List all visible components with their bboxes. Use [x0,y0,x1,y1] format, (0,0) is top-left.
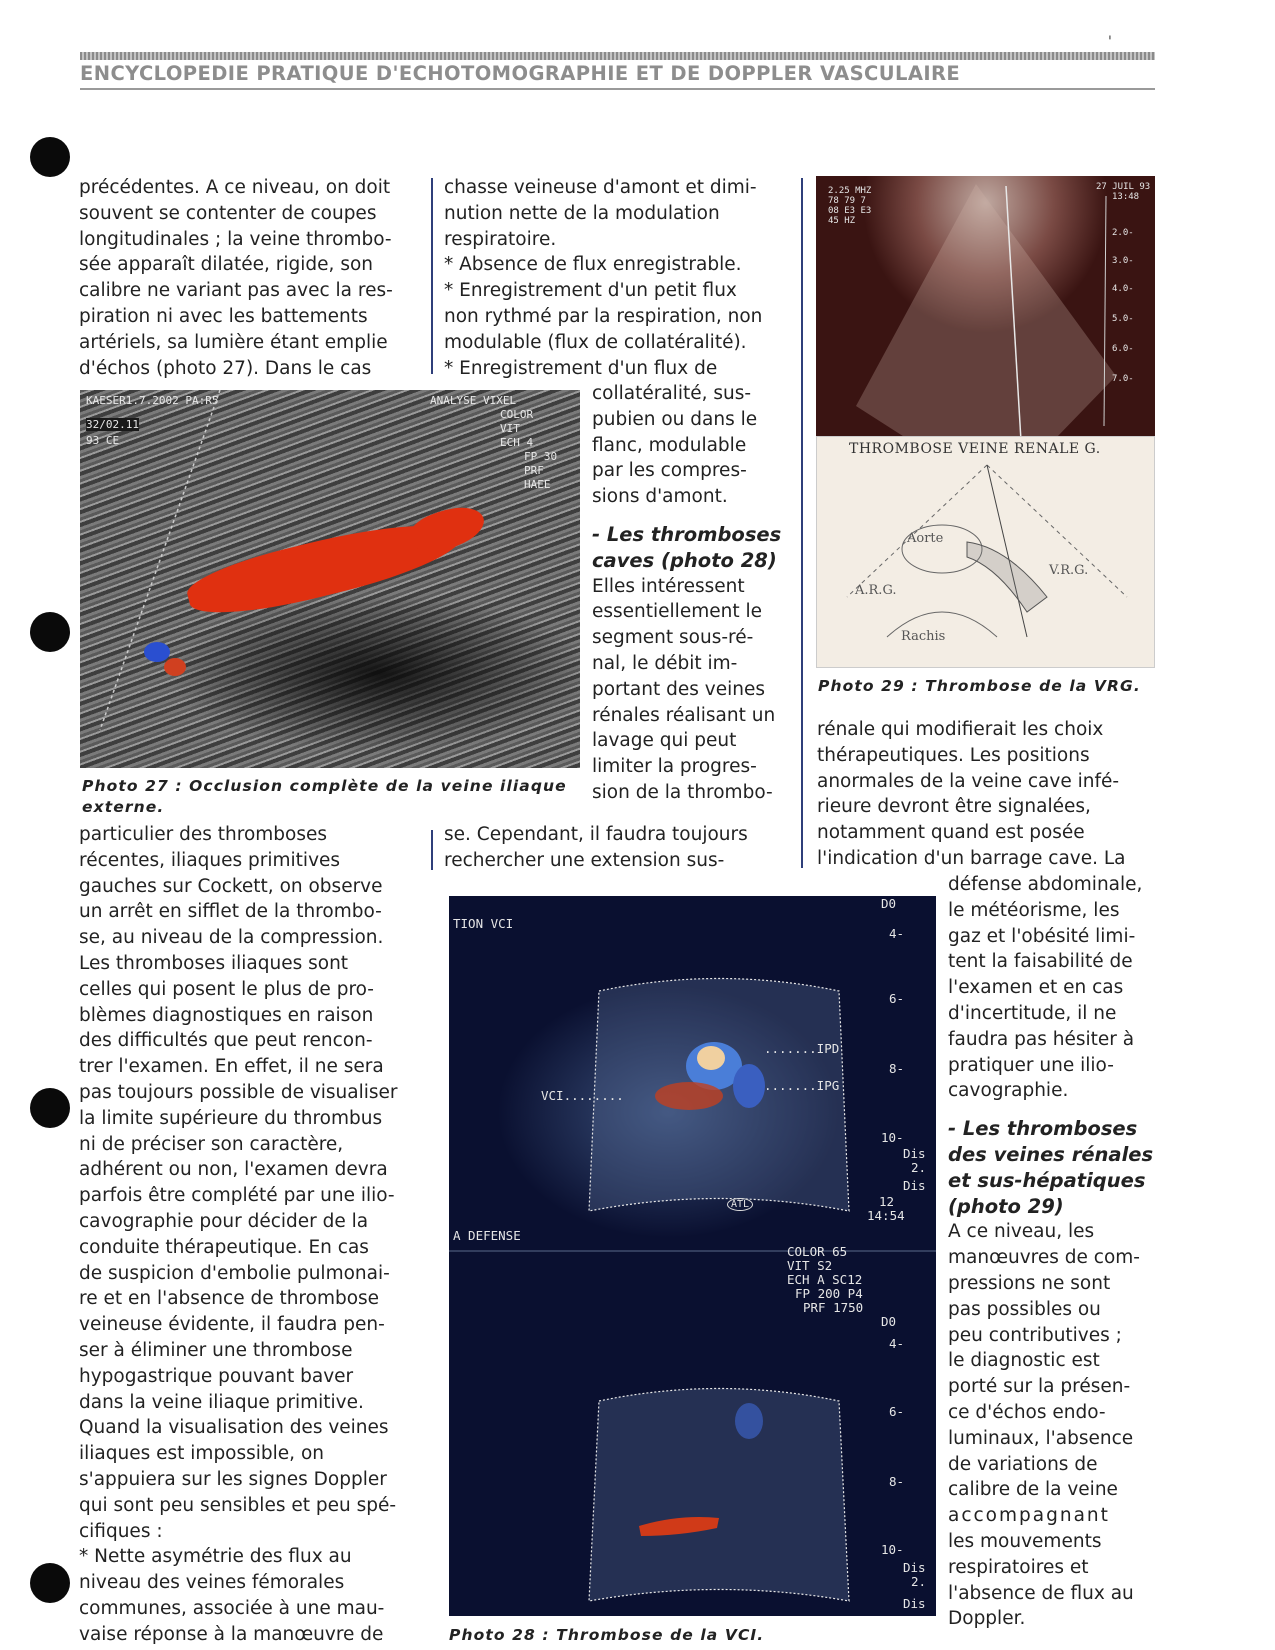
overlay-text: 10- [881,1542,904,1557]
overlay-text: 14:54 [867,1208,905,1223]
overlay-text: 45 HZ [828,216,856,226]
scan-sector-line [80,390,580,768]
overlay-text: COLOR 65 [787,1244,848,1259]
overlay-text: 2.0- [1112,228,1134,238]
scan-sector [816,176,1155,446]
photo-29-ultrasound [816,176,1155,446]
overlay-text: 93 CE [86,434,120,447]
col3-top-text: rénale qui modifierait les choix thérapeutiques. Les positions anormales de la veine cave infé- rieure devront être signalées, notamment quand est posée l'indication d'un barrage cave. La [817,719,1126,869]
overlay-text: 6- [889,1404,905,1419]
sketch-label-vrg: V.R.G. [1049,563,1089,578]
overlay-text: 08 E3 E3 [828,206,872,216]
overlay-text: 32/02.11 [86,418,139,431]
overlay-text: 8- [889,1474,905,1489]
overlay-text: 78 79 7 [828,196,866,206]
binder-hole-icon [30,612,70,652]
scan-sectors [449,896,936,1616]
sketch-drawing [817,437,1155,668]
overlay-text: 2. [911,1574,927,1589]
photo-27-caption-line2: externe. [82,798,165,816]
overlay-text: FP 30 [524,450,558,463]
photo-28-ultrasound [449,896,936,1616]
atl-logo: ATL [727,1198,753,1211]
col1-top-text: précédentes. A ce niveau, on doit souvent se contenter de coupes longitudinales ; la veine thrombo- sée apparaît dilatée, rigide, son calibre ne variant pas avec la res- piration ni avec les battements artériels, sa lumière étant emplie d'échos (photo 27). Dans le cas [79,177,393,379]
overlay-text: 4- [889,926,905,941]
overlay-text: D0 [881,1314,897,1329]
overlay-text: Dis [903,1596,926,1611]
sketch-label-aorte: Aorte [907,531,944,546]
overlay-text: Dis [903,1178,926,1193]
overlay-text: HAEE [524,478,551,491]
col3-narrow-text: défense abdominale, le météorisme, les gaz et l'obésité limi- tent la faisabilité de l'examen et en cas d'incertitude, il ne faudra pas hésiter à pratiquer une ilio- cavographie. - Les thromboses des veines rénales et sus-hépatiques (photo 29) A ce niveau, les manœuvres de com- pressions ne sont pas possibles ou peu contributives ; le diagnostic est porté sur la présen- ce d'échos endo- luminaux, l'absence de variations de calibre de la veine accompagnant les mouvements respiratoires et l'absence de flux au Doppler. [948,872,1156,1632]
photo-29-sketch [816,436,1155,668]
binder-hole-icon [30,1563,70,1603]
overlay-text: ANALYSE VIXEL [430,394,517,407]
overlay-text: ECH 4 [500,436,534,449]
overlay-text: 13:48 [1112,192,1140,202]
photo-29-caption: Photo 29 : Thrombose de la VRG. [818,677,1141,695]
overlay-text: 4- [889,1336,905,1351]
sketch-label-arg: A.R.G. [855,583,897,598]
overlay-text: VIT S2 [787,1258,833,1273]
overlay-text: PRF 1750 [803,1300,864,1315]
overlay-text: 8- [889,1061,905,1076]
overlay-text: 7.0- [1112,374,1134,384]
column-rule [431,830,433,870]
binder-hole-icon [30,137,70,177]
section-heading-caves: - Les thromboses [592,522,782,546]
overlay-text: TION VCI [453,916,514,931]
sketch-title: THROMBOSE VEINE RENALE G. [849,441,1101,457]
overlay-text: Dis [903,1146,926,1161]
header-texture-bar [80,52,1155,60]
col2-bottom-text: se. Cependant, il faudra toujours rechercher une extension sus- [444,824,748,871]
overlay-text: 10- [881,1130,904,1145]
photo-27-caption: Photo 27 : Occlusion complète de la veine iliaque [82,777,567,795]
overlay-text: 2. [911,1160,927,1175]
overlay-text: 6- [889,991,905,1006]
overlay-text: COLOR [500,408,534,421]
overlay-label-ipd: .......IPD [764,1041,840,1056]
col2-narrow-text: collatéralité, sus- pubien ou dans le flanc, modulable par les compres- sions d'amont. - Les thromboses caves (photo 28) Elles intéressent essentiellement le segment sous-ré- nal, le débit im- portant des veines rénales réalisant un lavage qui peut limiter la progres- sion de la thrombo- [592,381,784,806]
column-rule [801,178,803,868]
overlay-text: PRF [524,464,544,477]
overlay-text: KAESER1.7.2002 PA:R5 [86,394,219,407]
overlay-text: 27 JUIL 93 [1096,182,1151,192]
col1-bottom-text: particulier des thromboses récentes, iliaques primitives gauches sur Cockett, on observe un arrêt en sifflet de la thrombo- se, au niveau de la compression. Les thromboses iliaques sont celles qui posent le plus de pro- blèmes diagnostiques en raison des difficultés que peut rencon- trer l'examen. En effet, il ne sera pas toujours possible de visualiser la limite supérieure du thrombus ni de préciser son caractère, adhérent ou non, l'examen devra parfois être complété par une ilio- cavographie pour décider de la conduite thérapeutique. En cas de suspicion d'embolie pulmonai- re et en l'absence de thrombose veineuse évidente, il faudra pen- ser à éliminer une thrombose hypogastrique pouvant baver dans la veine iliaque primitive. Quand la visualisation des veines iliaques est impossible, on s'appuiera sur les signes Doppler qui sont peu sensibles et peu spé- cifiques : * Nette asymétrie des flux au niveau des veines fémorales communes, associée à une mau- vaise réponse à la manœuvre de [79,824,398,1645]
overlay-text: A DEFENSE [453,1228,521,1243]
overlay-text: D0 [881,896,897,911]
col2-top-text: chasse veineuse d'amont et dimi- nution nette de la modulation respiratoire. * Absence de flux enregistrable. * Enregistrement d'un petit flux non rythmé par la respiration, non modulable (flux de collatéralité). * Enregistrement d'un flux de [444,177,763,379]
binder-hole-icon [30,1088,70,1128]
section-heading-renales: - Les thromboses [948,1117,1138,1141]
column-rule [431,178,433,374]
sketch-label-rachis: Rachis [901,629,946,644]
overlay-text: 5.0- [1112,314,1134,324]
photo-28-caption: Photo 28 : Thrombose de la VCI. [449,1626,765,1644]
photo-27-ultrasound [80,390,580,768]
overlay-text: Dis [903,1560,926,1575]
overlay-text: 12 [879,1194,895,1209]
overlay-label-ipg: .......IPG [764,1078,840,1093]
overlay-text: FP 200 P4 [795,1286,863,1301]
overlay-text: VIT [500,422,520,435]
corner-mark: ' [1108,34,1112,50]
header-rule [80,88,1155,90]
overlay-label-vci: VCI........ [541,1088,624,1103]
overlay-text: 6.0- [1112,344,1134,354]
overlay-text: ECH A SC12 [787,1272,863,1287]
overlay-text: 3.0- [1112,256,1134,266]
page-header-title: ENCYCLOPEDIE PRATIQUE D'ECHOTOMOGRAPHIE ET DE DOPPLER VASCULAIRE [80,62,961,85]
overlay-text: 2.25 MHZ [828,186,872,196]
overlay-text: 4.0- [1112,284,1134,294]
